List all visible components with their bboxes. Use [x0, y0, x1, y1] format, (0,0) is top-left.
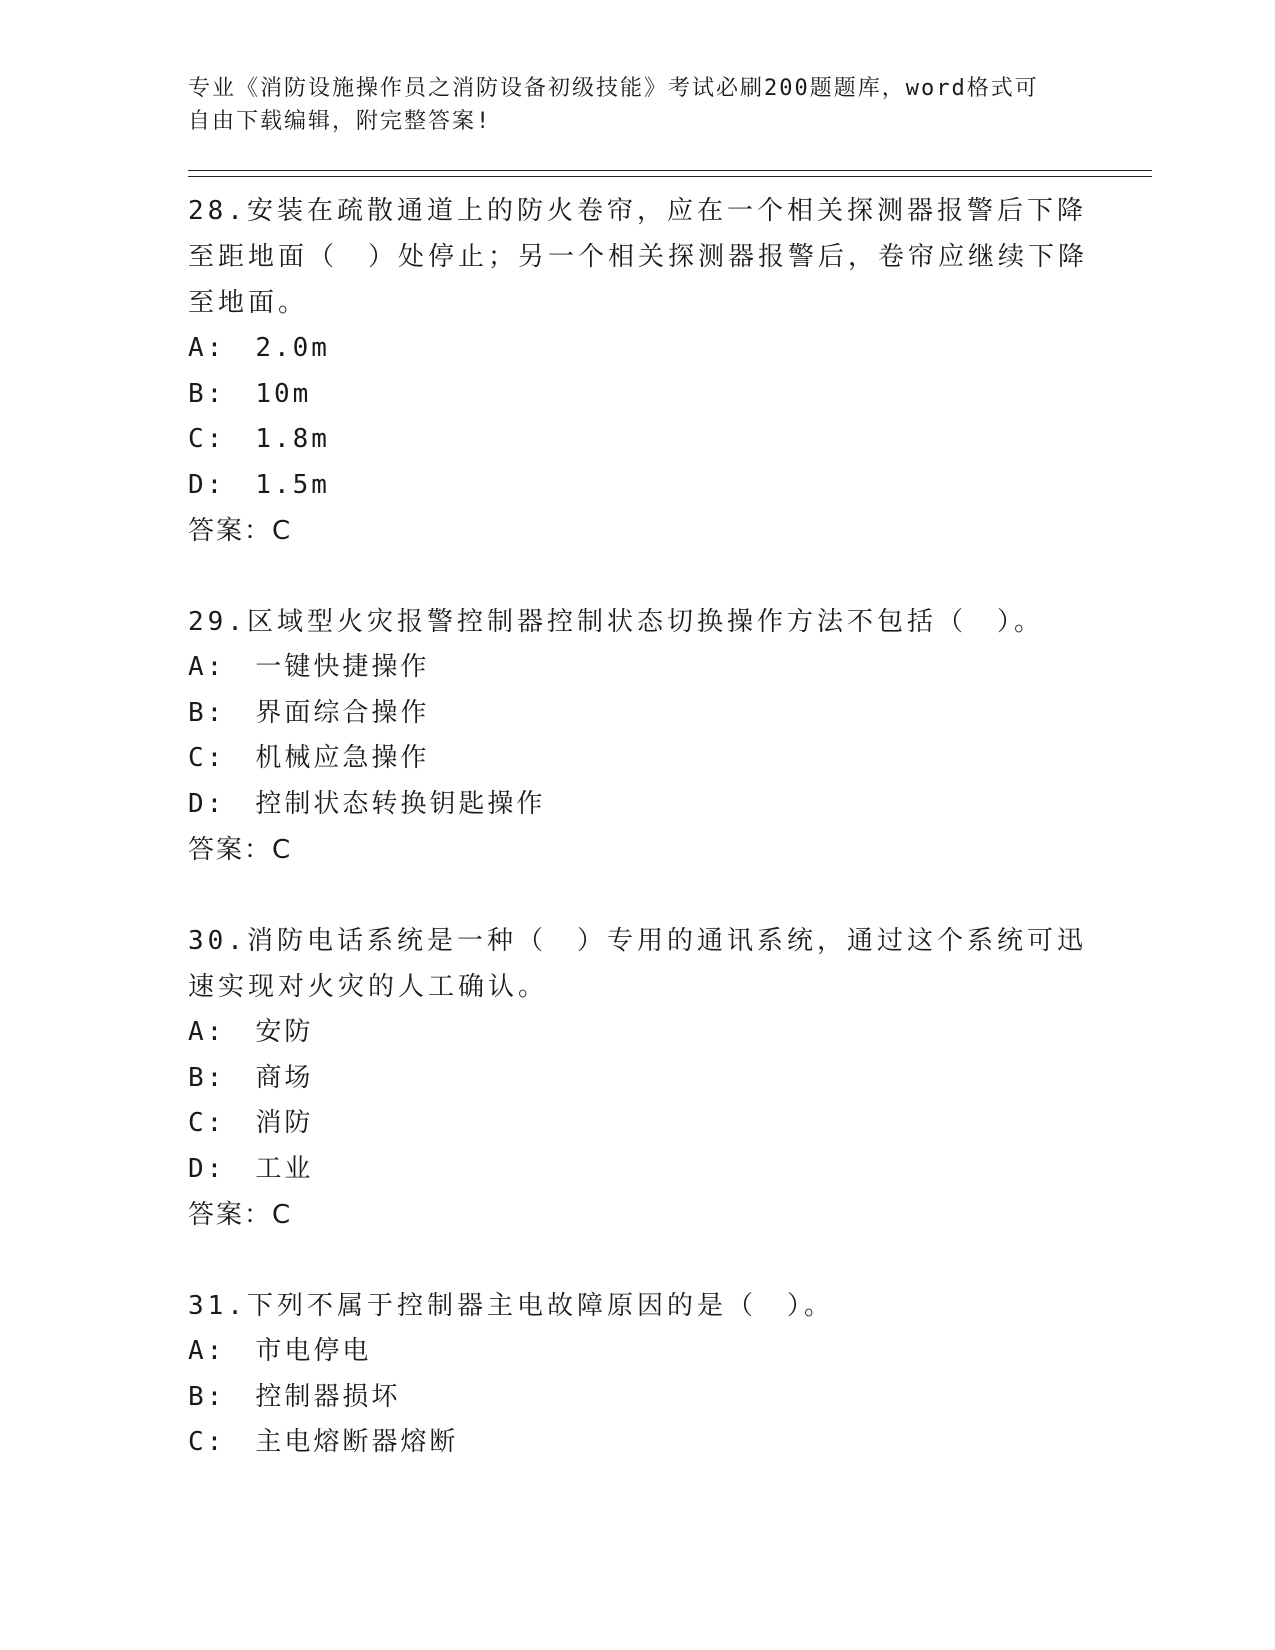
option-b: B: 10m [188, 378, 312, 409]
option-d: D: 1.5m [188, 469, 330, 500]
question-31 [188, 1283, 1088, 1466]
question-29 [188, 599, 1088, 873]
answer-label: 答案：C [188, 835, 293, 865]
question-text: 30.消防电话系统是一种（ ）专用的通讯系统，通过这个系统可迅速实现对火灾的人工确认。 [188, 926, 1087, 1002]
question-text: 28.安装在疏散通道上的防火卷帘，应在一个相关探测器报警后下降至距地面（ ）处停止；另一个相关探测器报警后，卷帘应继续下降至地面。 [188, 196, 1089, 318]
option-a: A: 市电停电 [188, 1336, 372, 1366]
option-a: A: 安防 [188, 1017, 314, 1047]
option-a: A: 2.0m [188, 333, 330, 363]
document-header [188, 72, 1088, 138]
question-text: 31.下列不属于控制器主电故障原因的是（ ）。 [188, 1291, 834, 1321]
option-d: D: 控制状态转换钥匙操作 [188, 788, 546, 819]
option-b: B: 界面综合操作 [188, 697, 430, 728]
question-30 [188, 918, 1088, 1238]
option-b: B: 商场 [188, 1062, 314, 1093]
option-d: D: 工业 [188, 1153, 314, 1184]
header-divider-bottom [188, 176, 1152, 177]
header-line-2: 自由下载编辑，附完整答案! [188, 109, 492, 134]
question-28 [188, 188, 1088, 554]
answer-label: 答案：C [188, 516, 293, 546]
question-text: 29.区域型火灾报警控制器控制状态切换操作方法不包括（ ）。 [188, 607, 1044, 637]
option-c: C: 主电熔断器熔断 [188, 1427, 459, 1457]
answer-label: 答案：C [188, 1200, 293, 1230]
header-divider-top [188, 170, 1152, 171]
option-c: C: 机械应急操作 [188, 743, 430, 773]
question-list [188, 188, 1088, 1511]
option-c: C: 1.8m [188, 424, 330, 454]
header-line-1: 专业《消防设施操作员之消防设备初级技能》考试必刷200题题库，word格式可 [188, 76, 1039, 101]
option-c: C: 消防 [188, 1108, 314, 1138]
option-a: A: 一键快捷操作 [188, 652, 430, 682]
option-b: B: 控制器损坏 [188, 1381, 401, 1412]
